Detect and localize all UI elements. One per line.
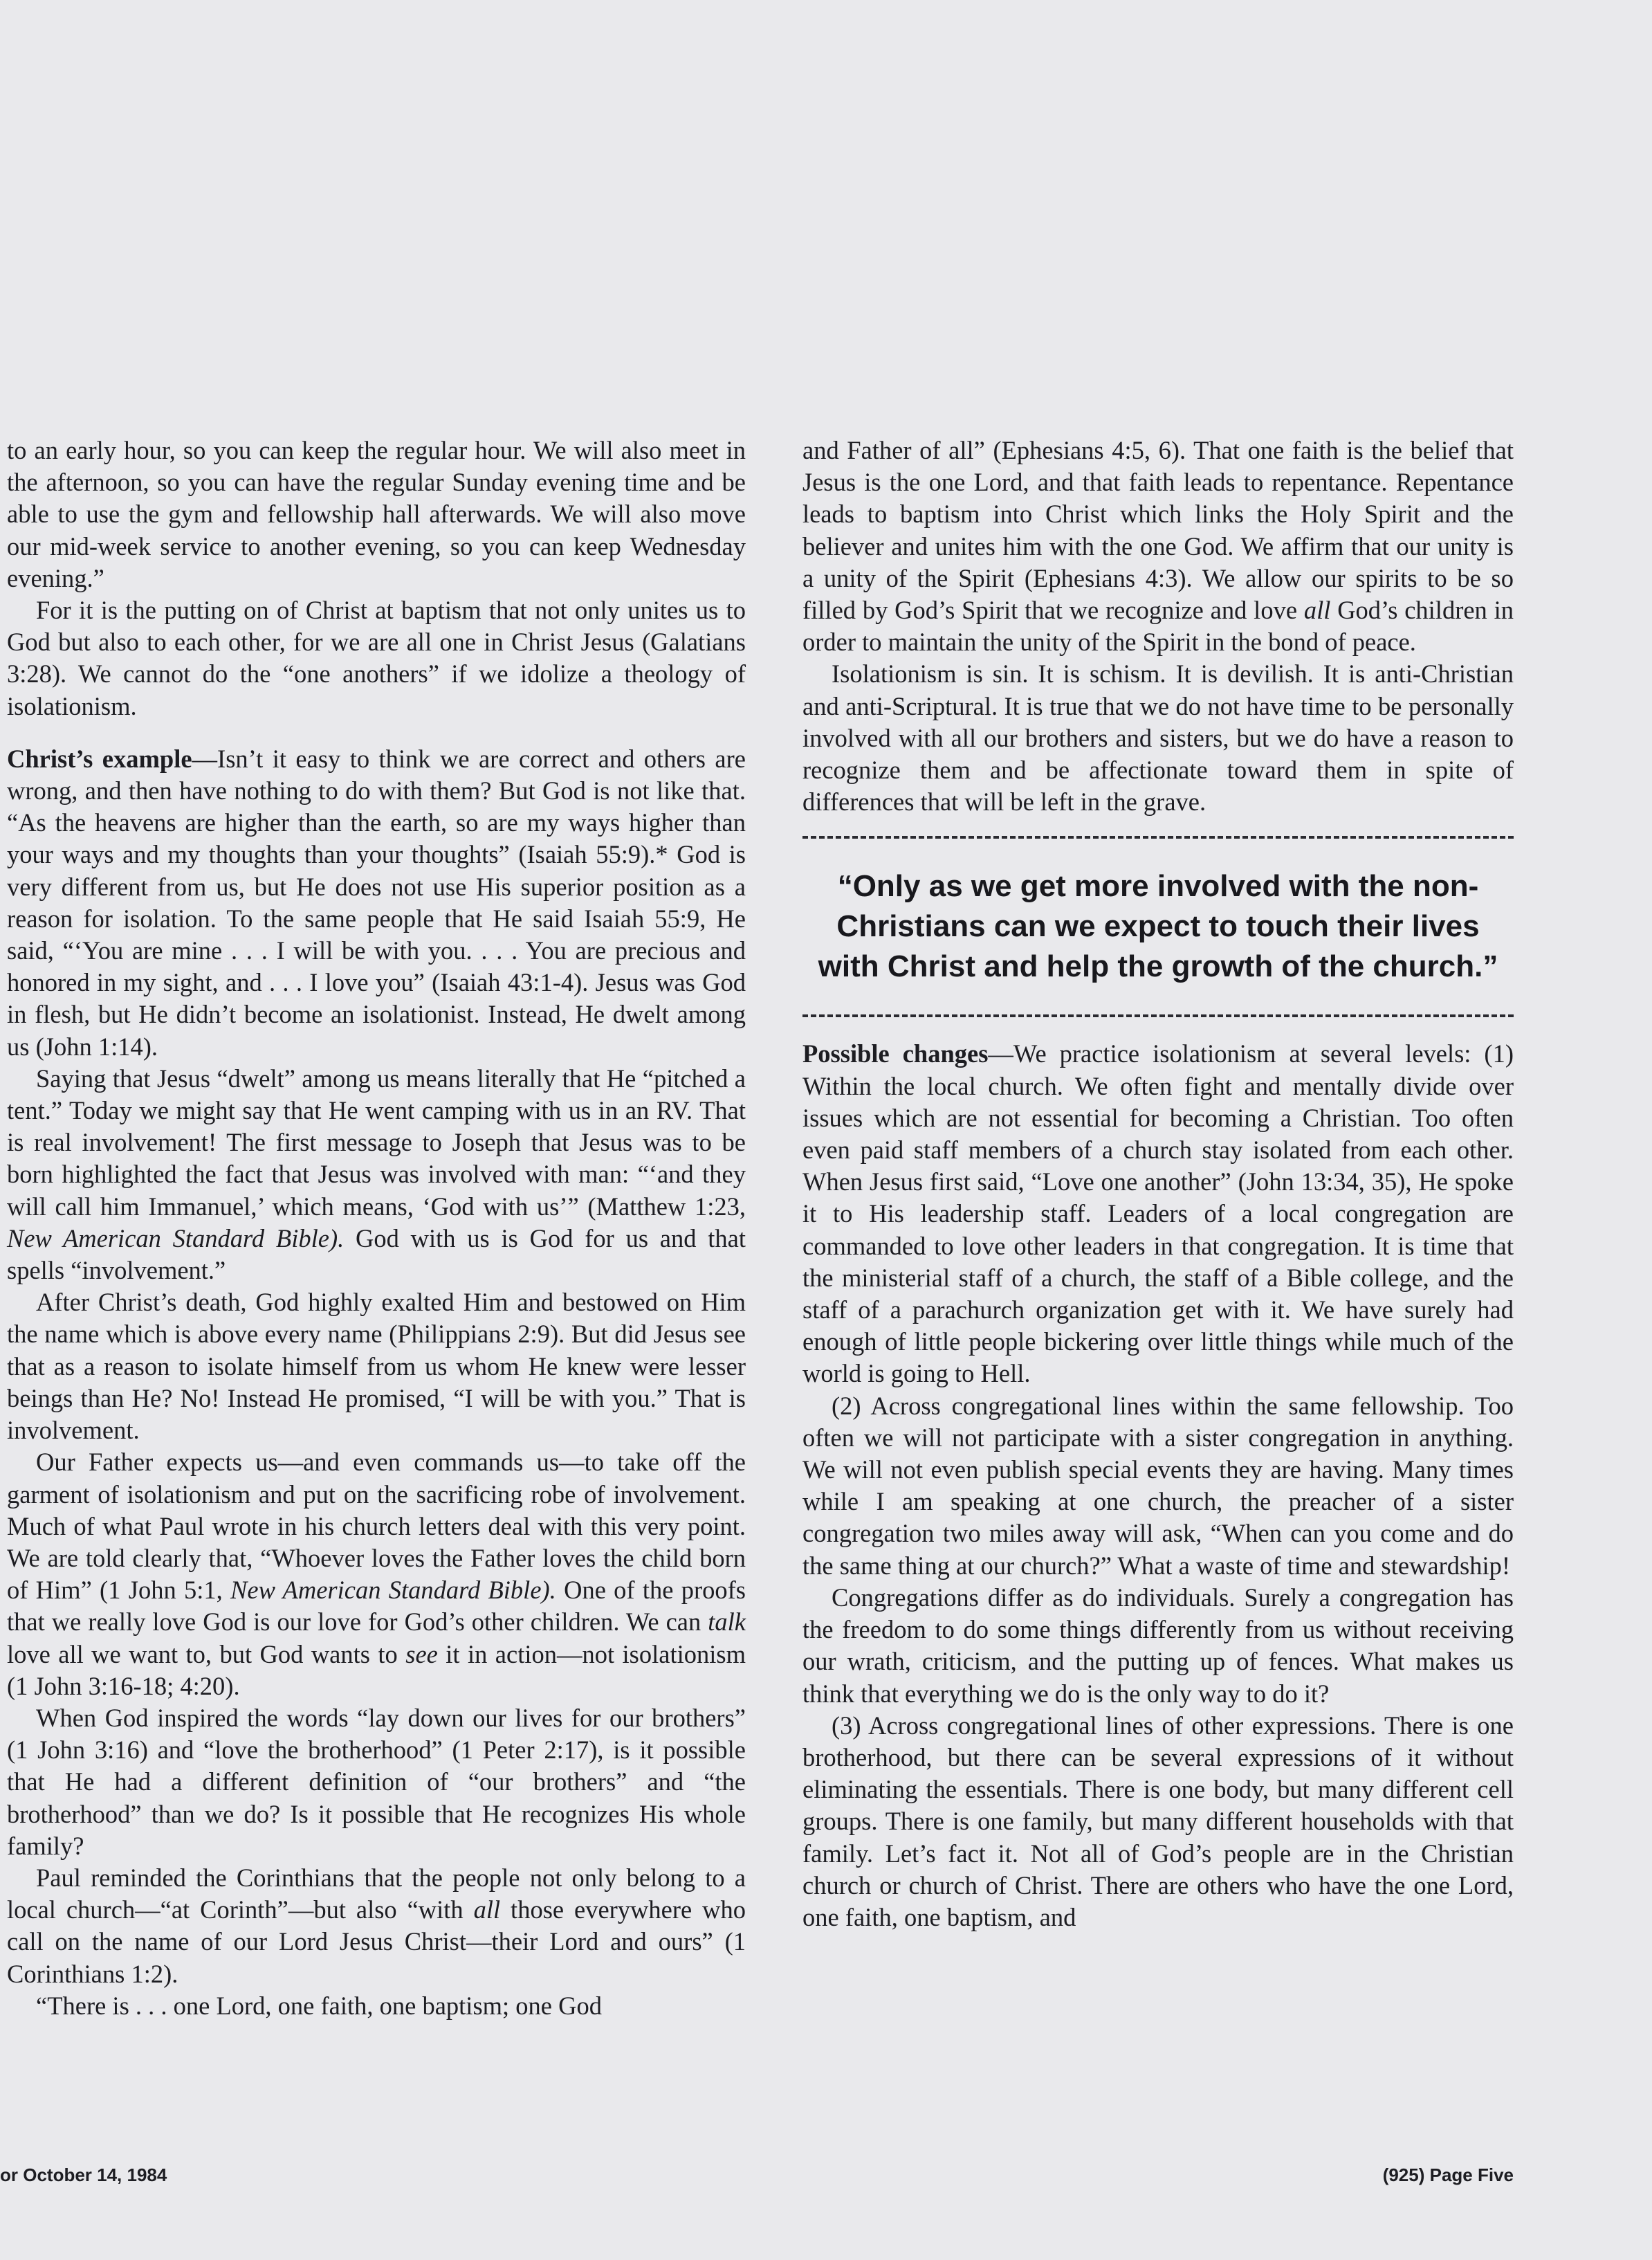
paragraph: (2) Across congregational lines within the same fellowship. Too often we will not participate with a sister congregation in anything. We will not even publish special events they are having. Many times while I am speaking at one church, the preacher of a sister congregation two miles away will ask, “When can you come and do the same thing at our church?” What a waste of time and stewardship! [802, 1391, 1514, 1580]
paragraph: When God inspired the words “lay down our lives for our brothers” (1 John 3:16) and “love the brotherhood” (1 Peter 2:17), is it possible that He had a different definition of “our brothers” and “the brotherhood” than we do? Is it possible that He recognizes His whole family? [7, 1703, 746, 1860]
paragraph: “There is . . . one Lord, one faith, one baptism; one God [36, 1991, 602, 2020]
paragraph: For it is the putting on of Christ at baptism that not only unites us to God but also to each other, for we are all one in Christ Jesus (Galatians 3:28). We cannot do the “one anothers” if we idolize a theology of isolationism. [7, 596, 746, 720]
paragraph-text: Saying that Jesus “dwelt” among us means literally that He “pitched a tent.” Today we might say that He went camping with us in an RV. That is real involvement! The first message to Joseph that Jesus was to be born highlighted the fact that Jesus was involved with man: “‘and they will call him Immanuel,’ which means, ‘God with us’” (Matthew 1:23, [7, 1064, 746, 1221]
section-possible-changes [802, 1038, 1514, 1389]
paragraph-text: love all we want to, but God wants to [7, 1639, 406, 1668]
paragraph: Isolationism is sin. It is schism. It is devilish. It is anti-Christian and anti-Scriptural. It is true that we do not have time to be personally involved with all our brothers and sisters, but we do have a reason to recognize them and be affectionate toward them in spite of differences that will be left in the grave. [802, 659, 1514, 817]
paragraph: (3) Across congregational lines of other expressions. There is one brotherhood, but there can be several expressions of it without eliminating the essentials. There is one body, but many different cell groups. There is one family, but many different households with that family. Let’s fact it. Not all of God’s people are in the Christian church or church of Christ. There are others who have the one Lord, one faith, one baptism, and [802, 1711, 1514, 1931]
citation: New American Standard Bible). [230, 1576, 556, 1605]
paragraph [7, 1862, 746, 1990]
section-heading: Possible changes [802, 1039, 989, 1068]
footer-date: or October 14, 1984 [0, 2165, 167, 2185]
paragraph: to an early hour, so you can keep the regular hour. We will also meet in the afternoon, so you can have the regular Sunday evening time and be able to use the gym and fellowship hall afterwards. We will also move our mid-week service to another evening, so you can keep Wednesday evening.” [7, 436, 746, 592]
paragraph-text: One of the proofs that we really love God is our love for God’s other children. We can [7, 1576, 746, 1637]
paragraph-text: Our Father expects us—and even commands us—to take off the garment of isolationism and put on the sacrificing robe of involvement. Much of what Paul wrote in his church letters deal with this very point. We are told clearly that, “Whoever loves the Father loves the child born of Him” (1 John 5:1, [7, 1448, 746, 1605]
emphasis: all [473, 1895, 501, 1924]
paragraph [802, 435, 1514, 658]
paragraph-text: and Father of all” (Ephesians 4:5, 6). That one faith is the belief that Jesus is the one Lord, and that faith leads to repentance. Repentance leads to baptism into Christ which links the Holy Spirit and the believer and unites him with the one God. We affirm that our unity is a unity of the Spirit (Ephesians 4:3). We allow our spirits to be so filled by God’s Spirit that we recognize and love [802, 436, 1514, 625]
paragraph: Congregations differ as do individuals. Surely a congregation has the freedom to do some things differently from us without receiving our wrath, criticism, and the putting up of fences. What makes us think that everything we do is the only way to do it? [802, 1583, 1514, 1708]
paragraph-text: those everywhere who call on the name of our Lord Jesus Christ—their Lord and ours” (1 Corinthians 1:2). [7, 1895, 746, 1988]
paragraph-text: God’s children in order to maintain the unity of the Spirit in the bond of peace. [802, 596, 1514, 657]
footer-page-number: (925) Page Five [1382, 2165, 1514, 2185]
section-heading: Christ’s example [7, 744, 192, 773]
paragraph: After Christ’s death, God highly exalted Him and bestowed on Him the name which is above every name (Philippians 2:9). But did Jesus see that as a reason to isolate himself from us whom He knew were lesser beings than He? No! Instead He promised, “I will be with you.” That is involvement. [7, 1288, 746, 1445]
emphasis: all [1303, 596, 1331, 625]
left-column [7, 435, 746, 2022]
pull-quote: “Only as we get more involved with the non-Christians can we expect to touch their lives with Christ and help the growth of the church.” [802, 836, 1514, 1017]
citation: New American Standard Bible). [7, 1223, 345, 1252]
paragraph-text: —Isn’t it easy to think we are correct and others are wrong, and then have nothing to do with them? But God is not like that. “As the heavens are higher than the earth, so are my ways higher than your ways and my thoughts than your thoughts” (Isaiah 55:9).* God is very different from us, but He does not use His superior position as a reason for isolation. To the same people that He said Isaiah 55:9, He said, “‘You are mine . . . I will be with you. . . . You are precious and honored in my sight, and . . . I love you” (Isaiah 43:1-4). Jesus was God in flesh, but He didn’t become an isolationist. Instead, He dwelt among us (John 1:14). [7, 744, 746, 1061]
paragraph-text: —We practice isolationism at several levels: (1) Within the local church. We often fight and mentally divide over issues which are not essential for becoming a Christian. Too often even paid staff members of a church stay isolated from each other. When Jesus first said, “Love one another” (John 13:34, 35), He spoke it to His leadership staff. Leaders of a local congregation are commanded to love other leaders in that congregation. It is time that the ministerial staff of a church, the staff of a Bible college, and the staff of a parachurch organization get with it. We have surely had enough of little people bickering over little things while much of the world is going to Hell. [802, 1039, 1514, 1388]
right-column [802, 435, 1514, 1933]
paragraph-text: it in action—not isolationism (1 John 3:16-18; 4:20). [7, 1639, 746, 1700]
paragraph [7, 1446, 746, 1702]
emphasis: see [405, 1639, 438, 1668]
emphasis: talk [708, 1607, 746, 1637]
paragraph-text: God with us is God for us and that spells “involvement.” [7, 1223, 746, 1285]
paragraph-text: Paul reminded the Corinthians that the people not only belong to a local church—“at Corinth”—but also “with [7, 1863, 746, 1924]
paragraph [7, 1063, 746, 1286]
section-christs-example [7, 743, 746, 1063]
